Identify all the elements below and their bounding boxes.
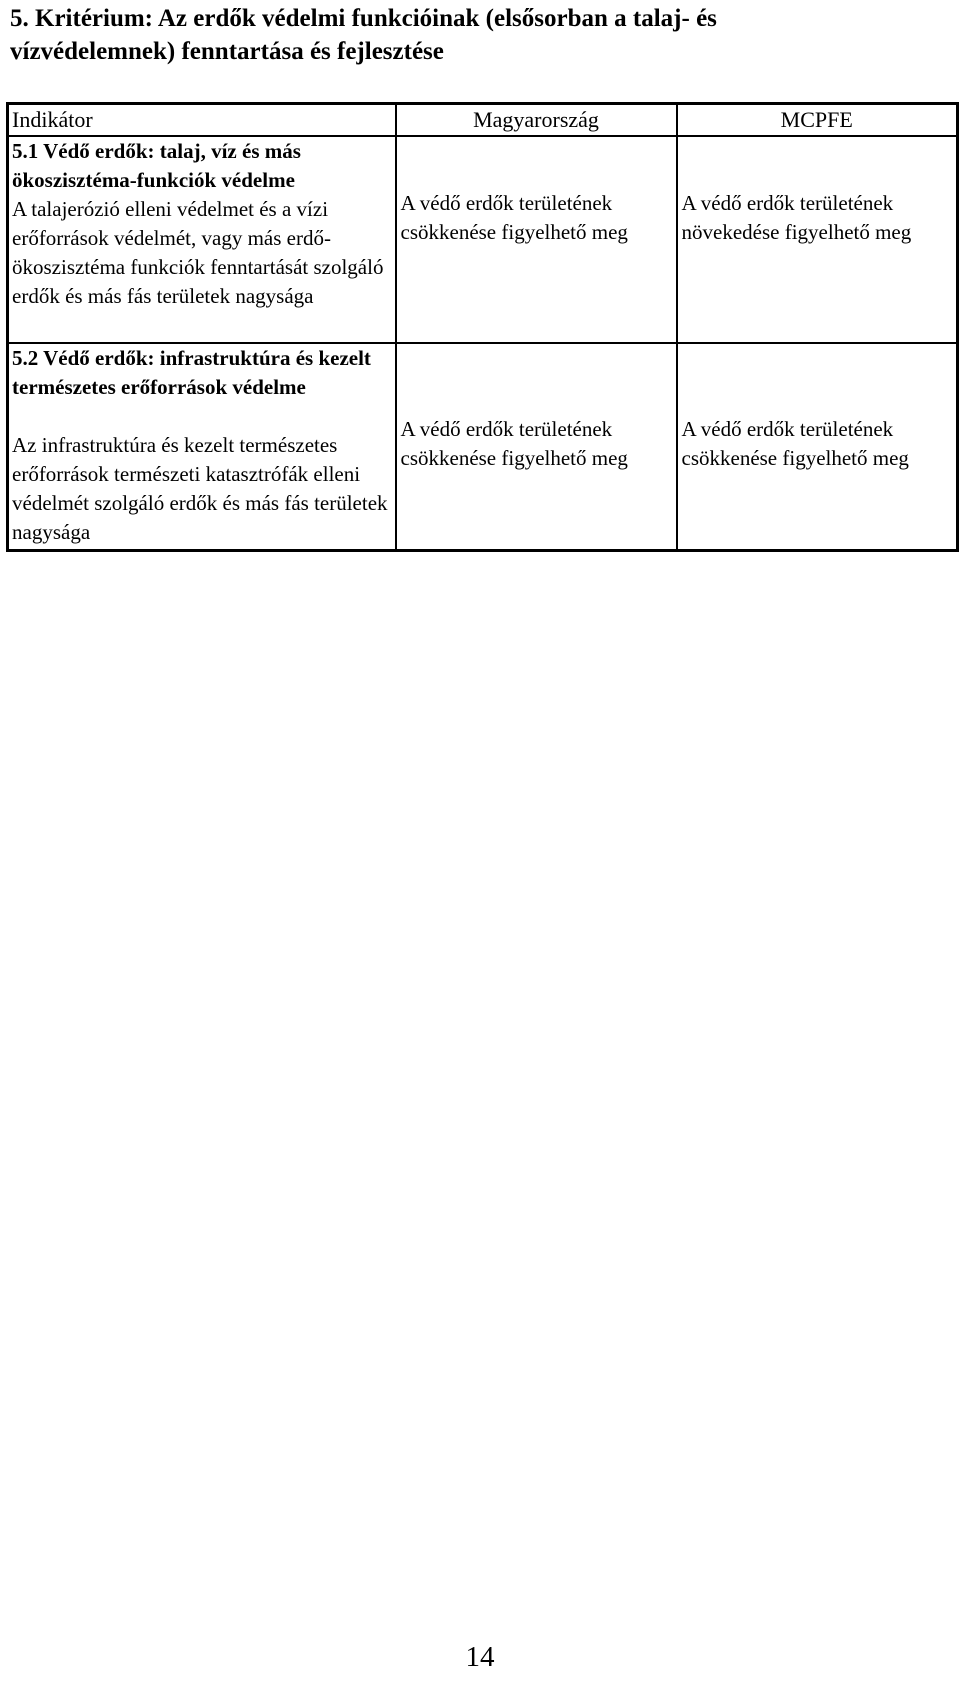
header-indicator: Indikátor [8, 104, 396, 137]
indicator-5-1-heading: 5.1 Védő erdők: talaj, víz és más ökoszisztéma-funkciók védelme [8, 136, 396, 195]
page-number: 14 [465, 1641, 495, 1673]
header-hungary: Magyarország [396, 104, 677, 137]
page-title [10, 2, 940, 68]
table-header-row [8, 104, 958, 137]
mcpfe-value-5-1: A védő erdők területének növekedése figyelhető meg [677, 136, 958, 343]
hungary-value-5-1: A védő erdők területének csökkenése figyelhető meg [396, 136, 677, 343]
hungary-value-5-2: A védő erdők területének csökkenése figyelhető meg [396, 343, 677, 551]
table-row-5-1-heading [8, 136, 958, 195]
indicator-table [6, 102, 959, 552]
indicator-5-2-heading: 5.2 Védő erdők: infrastruktúra és kezelt természetes erőforrások védelme [8, 343, 396, 431]
mcpfe-value-5-2: A védő erdők területének csökkenése figyelhető meg [677, 343, 958, 551]
page-title-line-1: 5. Kritérium: Az erdők védelmi funkcióinak (elsősorban a talaj- és [10, 5, 717, 32]
indicator-5-2-description: Az infrastruktúra és kezelt természetes erőforrások természeti katasztrófák elleni védelmét szolgáló erdők és más fás területek nagysága [8, 431, 396, 551]
table-row-5-2-heading [8, 343, 958, 431]
page-title-line-2: vízvédelemnek) fenntartása és fejlesztése [10, 38, 444, 65]
indicator-5-1-description: A talajerózió elleni védelmet és a vízi erőforrások védelmét, vagy más erdő-ökoszisztéma funkciók fenntartását szolgáló erdők és más fás területek nagysága [8, 195, 396, 343]
header-mcpfe: MCPFE [677, 104, 958, 137]
